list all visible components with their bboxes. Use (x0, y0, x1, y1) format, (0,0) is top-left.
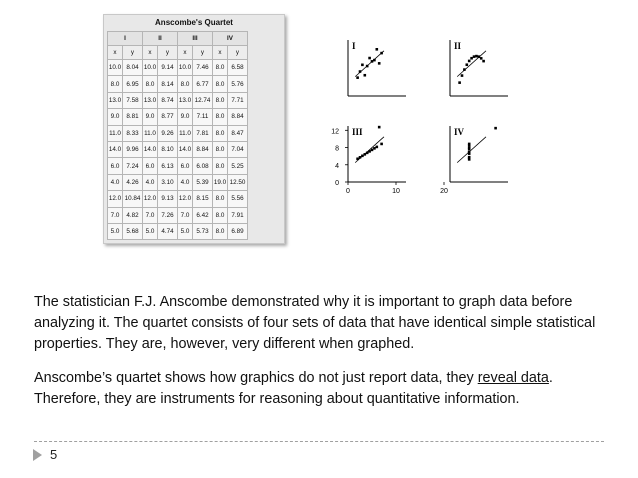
panel-label: II (454, 41, 462, 51)
regression-line (457, 51, 486, 77)
table-row (108, 207, 248, 223)
table-cell: 9.0 (178, 109, 193, 125)
table-row (108, 76, 248, 92)
table-cell: 8.15 (193, 191, 213, 207)
table-title: Anscombe's Quartet (155, 18, 233, 27)
table-cell: 8.0 (213, 207, 228, 223)
table-cell: 8.74 (158, 92, 178, 108)
table-cell: 6.42 (193, 207, 213, 223)
table-cell: 7.11 (193, 109, 213, 125)
paragraph-2-end: . Therefore, they are instruments for reasoning about quantitative information. (34, 370, 553, 407)
data-point (366, 65, 369, 68)
y-tick-label: 12 (331, 128, 339, 136)
data-point (371, 60, 374, 63)
table-cell: 7.91 (228, 207, 248, 223)
data-point (468, 151, 471, 154)
data-point (380, 143, 383, 146)
table-cell: 8.84 (193, 141, 213, 157)
paragraph-2-start: Anscombe’s quartet shows how graphics do not just report data, they (34, 370, 478, 386)
data-point (473, 55, 476, 58)
table-cell: 7.81 (193, 125, 213, 141)
table-cell: 4.0 (143, 174, 158, 190)
y-tick-label: 4 (335, 162, 339, 170)
data-point (366, 152, 369, 155)
y-tick-label: 8 (335, 145, 339, 153)
table-cell: 8.84 (228, 109, 248, 125)
table-cell: 5.0 (108, 223, 123, 239)
scatter-quartet (320, 38, 465, 234)
data-point (356, 157, 359, 160)
table-cell: 8.10 (158, 141, 178, 157)
data-point (458, 81, 461, 84)
data-point (361, 64, 364, 67)
table-cell: 5.39 (193, 174, 213, 190)
table-cell: 8.0 (213, 76, 228, 92)
table-column-header: y (228, 46, 248, 60)
table-cell: 3.10 (158, 174, 178, 190)
table-column-header: x (108, 46, 123, 60)
table-cell: 7.46 (193, 60, 213, 76)
regression-line (457, 137, 486, 163)
table-row (108, 60, 248, 76)
data-point (359, 70, 362, 73)
table-cell: 8.0 (213, 141, 228, 157)
table-cell: 8.0 (213, 223, 228, 239)
table-cell: 8.0 (213, 191, 228, 207)
table-row (108, 158, 248, 174)
table-cell: 8.0 (213, 92, 228, 108)
table-cell: 8.81 (123, 109, 143, 125)
data-point (378, 126, 381, 129)
table-cell: 8.0 (143, 76, 158, 92)
data-point (480, 57, 483, 60)
table-cell: 4.74 (158, 223, 178, 239)
table-cell: 4.82 (123, 207, 143, 223)
table-cell: 4.0 (108, 174, 123, 190)
table-cell: 8.14 (158, 76, 178, 92)
data-point (359, 156, 362, 159)
y-tick-label: 0 (335, 180, 339, 187)
table-cell: 6.0 (178, 158, 193, 174)
table-cell: 8.04 (123, 60, 143, 76)
data-point (494, 127, 497, 130)
table-cell: 8.0 (213, 109, 228, 125)
data-point (468, 147, 471, 150)
table-cell: 7.04 (228, 141, 248, 157)
table-row (108, 125, 248, 141)
table-cell: 14.0 (108, 141, 123, 157)
table-row (108, 191, 248, 207)
data-point (373, 59, 376, 62)
table-row (108, 92, 248, 108)
data-point (368, 150, 371, 153)
table-cell: 9.14 (158, 60, 178, 76)
table-cell: 19.0 (213, 174, 228, 190)
table-column-header: y (123, 46, 143, 60)
regression-line (355, 137, 384, 163)
table-cell: 14.0 (143, 141, 158, 157)
paragraph-2 (34, 368, 614, 410)
table-group-header: I (108, 32, 143, 46)
table-cell: 13.0 (108, 92, 123, 108)
table-cell: 11.0 (178, 125, 193, 141)
table-cell: 4.0 (178, 174, 193, 190)
x-tick-label: 10 (392, 188, 400, 195)
table-column-header: x (178, 46, 193, 60)
table-cell: 10.84 (123, 191, 143, 207)
panel-label: I (352, 41, 356, 51)
footer-arrow-icon (33, 449, 42, 461)
panel-label: III (352, 127, 363, 137)
table-cell: 11.0 (108, 125, 123, 141)
table-row (108, 141, 248, 157)
panel-label: IV (454, 127, 465, 137)
table-group-header: IV (213, 32, 248, 46)
data-point (373, 147, 376, 150)
table-cell: 7.0 (178, 207, 193, 223)
table-cell: 5.73 (193, 223, 213, 239)
table-cell: 6.77 (193, 76, 213, 92)
table-row (108, 109, 248, 125)
data-point (468, 157, 471, 160)
data-point (468, 144, 471, 147)
x-tick-label: 20 (440, 188, 448, 195)
data-point (466, 63, 469, 66)
table-cell: 5.56 (228, 191, 248, 207)
table-cell: 7.26 (158, 207, 178, 223)
table-column-header: y (193, 46, 213, 60)
table-cell: 5.0 (178, 223, 193, 239)
table-cell: 6.0 (143, 158, 158, 174)
table-cell: 8.0 (108, 76, 123, 92)
table-cell: 5.76 (228, 76, 248, 92)
table-cell: 13.0 (178, 92, 193, 108)
table-cell: 6.08 (193, 158, 213, 174)
table-cell: 8.77 (158, 109, 178, 125)
data-point (461, 74, 464, 77)
data-point (376, 48, 379, 51)
table-group-header: III (178, 32, 213, 46)
table-cell: 12.50 (228, 174, 248, 190)
table-cell: 8.0 (213, 125, 228, 141)
data-point (364, 153, 367, 156)
data-point (478, 55, 481, 58)
table-column-header: x (143, 46, 158, 60)
data-point (361, 155, 364, 158)
table-row (108, 223, 248, 239)
table-cell: 8.47 (228, 125, 248, 141)
page-number: 5 (50, 447, 58, 462)
table-cell: 7.58 (123, 92, 143, 108)
data-point (376, 146, 379, 149)
table-cell: 12.0 (143, 191, 158, 207)
data-point (371, 149, 374, 152)
table-cell: 5.68 (123, 223, 143, 239)
table-cell: 14.0 (178, 141, 193, 157)
reveal-data-link[interactable]: reveal data (477, 370, 549, 386)
paragraph-1: The statistician F.J. Anscombe demonstrated why it is important to graph data before analyzing it. The quartet consists of four sets of data that have identical simple statistical properties. They are, however, very different when graphed. (34, 294, 596, 352)
table-cell: 6.0 (108, 158, 123, 174)
table-cell: 5.0 (143, 223, 158, 239)
table-cell: 12.74 (193, 92, 213, 108)
footer-divider (34, 441, 604, 442)
data-point (475, 55, 478, 58)
data-point (378, 62, 381, 65)
data-point (470, 57, 473, 60)
table-cell: 12.0 (108, 191, 123, 207)
table-cell: 11.0 (143, 125, 158, 141)
table-cell: 12.0 (178, 191, 193, 207)
table-cell: 5.25 (228, 158, 248, 174)
data-point (364, 74, 367, 77)
data-point (468, 60, 471, 63)
table-cell: 7.0 (108, 207, 123, 223)
table-cell: 9.96 (123, 141, 143, 157)
table-cell: 13.0 (143, 92, 158, 108)
table-cell: 4.26 (123, 174, 143, 190)
table-cell: 6.89 (228, 223, 248, 239)
table-group-header: II (143, 32, 178, 46)
table-cell: 6.13 (158, 158, 178, 174)
table-cell: 6.58 (228, 60, 248, 76)
table-cell: 8.0 (213, 158, 228, 174)
table-cell: 9.0 (108, 109, 123, 125)
table-column-header: x (213, 46, 228, 60)
table-cell: 9.0 (143, 109, 158, 125)
table-cell: 10.0 (108, 60, 123, 76)
table-header-row (108, 46, 248, 60)
data-point (356, 76, 359, 79)
x-tick-label: 0 (346, 188, 350, 195)
table-cell: 10.0 (178, 60, 193, 76)
table-cell: 7.0 (143, 207, 158, 223)
table-cell: 8.0 (213, 60, 228, 76)
table-cell: 9.13 (158, 191, 178, 207)
data-point (463, 68, 466, 71)
table-cell: 6.95 (123, 76, 143, 92)
table-cell: 8.0 (178, 76, 193, 92)
table-cell: 7.24 (123, 158, 143, 174)
data-point (482, 60, 485, 63)
anscombe-table (107, 31, 248, 240)
table-cell: 10.0 (143, 60, 158, 76)
data-point (368, 57, 371, 60)
table-row (108, 174, 248, 190)
table-cell: 7.71 (228, 92, 248, 108)
table-column-header: y (158, 46, 178, 60)
table-cell: 8.33 (123, 125, 143, 141)
table-group-row (108, 32, 248, 46)
anscombe-table-image (103, 14, 285, 244)
table-cell: 9.26 (158, 125, 178, 141)
data-point (380, 52, 383, 55)
